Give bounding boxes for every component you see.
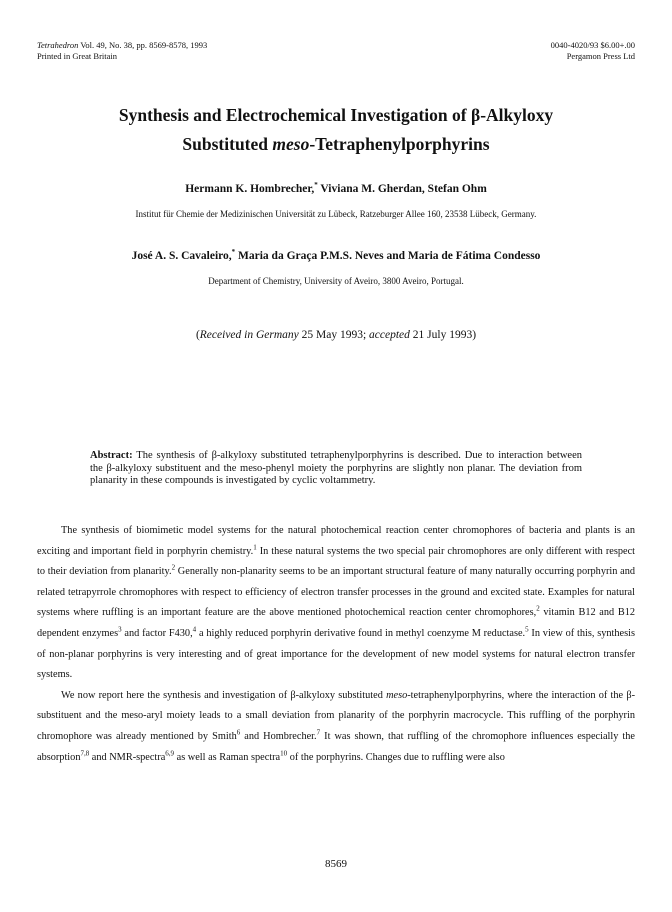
p2-text: and NMR-spectra <box>89 751 166 763</box>
abstract-label: Abstract: <box>90 450 133 461</box>
ref-4: 4 <box>192 625 197 634</box>
issn-code: 0040-4020/93 $6.00+.00 <box>550 40 635 50</box>
affiliation-1: Institut für Chemie der Medizinischen Universität zu Lübeck, Ratzeburger Allee 160, 23538 Lübeck, Germany. <box>135 209 537 219</box>
p2-text: We now report here the synthesis and investigation of β-alkyloxy substituted <box>61 689 387 701</box>
paragraph-2 <box>37 686 635 768</box>
ref-1: 1 <box>253 543 257 552</box>
journal-citation <box>37 40 207 51</box>
title-line-2-end: -Tetraphenylporphyrins <box>309 134 490 154</box>
corresponding-mark: * <box>314 181 318 190</box>
coauthors-1: Viviana M. Gherdan, Stefan Ohm <box>317 183 487 195</box>
p2-italic-meso: meso <box>386 689 408 701</box>
abstract <box>90 450 582 488</box>
p2-text: -tetraphenylporphyrins, where the interaction of the β-substituent and the meso-aryl moiety leads to a small deviation from planarity of the porphyrin macrocycle. This ruffling of the porphyrin chromophore was already mentioned by Smith <box>37 689 636 742</box>
p1-text: and factor F430, <box>121 627 193 639</box>
p1-text: Generally non-planarity seems to be an important structural feature of many naturally occurring porphyrin and related tetrapyrrole chromophores with respect to efficiency of electron transfer processes in the ground and excited state. Examples for natural systems where ruffling is an important feature are the above mentioned photochemical reaction center chromophores, <box>37 566 635 619</box>
p1-text: In these natural systems the two special pair chromophores are only different with respect to their deviation from planarity. <box>37 545 635 578</box>
title-italic-meso: meso <box>272 134 310 154</box>
page-number: 8569 <box>325 858 347 870</box>
coauthors-2: Maria da Graça P.M.S. Neves and Maria de Fátima Condesso <box>235 250 541 262</box>
p2-text: and Hombrecher. <box>240 730 317 742</box>
accepted-label: accepted <box>369 329 410 341</box>
ref-6: 6 <box>236 728 241 737</box>
accepted-date: 21 July 1993) <box>409 329 477 341</box>
p2-text: It was shown, that ruffling of the chromophore influences especially the absorption <box>37 730 635 763</box>
publisher-header <box>551 40 635 62</box>
p2-text: of the porphyrins. Changes due to ruffling were also <box>287 751 505 763</box>
p1-text: a highly reduced porphyrin derivative found in methyl coenzyme M reductase. <box>196 627 526 639</box>
ref-5: 5 <box>525 625 529 634</box>
body-text <box>37 521 635 768</box>
received-dates <box>40 329 632 341</box>
authors-group-1 <box>40 183 632 195</box>
ref-2: 2 <box>171 563 176 572</box>
publisher-name: Pergamon Press Ltd <box>566 51 635 61</box>
received-label: Received in Germany <box>199 329 299 341</box>
p1-text: In view of this, synthesis of non-planar porphyrins is very interesting and of great importance for the development of new model systems for natural electron transfer systems. <box>37 627 635 681</box>
journal-name: Tetrahedron <box>37 40 79 50</box>
received-date: 25 May 1993; <box>298 329 370 341</box>
ref-2: 2 <box>536 604 540 613</box>
title-line-2-start: Substituted <box>182 134 273 154</box>
author-hombrecher: Hermann K. Hombrecher, <box>185 183 315 195</box>
title-line-1: Synthesis and Electrochemical Investigation of β-Alkyloxy <box>118 105 554 125</box>
paren-open: ( <box>195 329 200 341</box>
ref-3: 3 <box>118 625 122 634</box>
affiliation-2: Department of Chemistry, University of Aveiro, 3800 Aveiro, Portugal. <box>208 276 464 286</box>
author-cavaleiro: José A. S. Cavaleiro, <box>131 250 232 262</box>
ref-10: 10 <box>280 749 288 758</box>
abstract-text: The synthesis of β-alkyloxy substituted tetraphenylporphyrins is described. Due to interaction between the β-alkyloxy substituent and the meso-phenyl moiety the porphyrins are slightly non planar. The deviation from planarity in these compounds is investigated by cyclic voltammetry. <box>90 450 582 486</box>
title-line-2 <box>60 130 612 159</box>
paper-title <box>60 101 612 159</box>
printed-note: Printed in Great Britain <box>37 51 118 61</box>
ref-7: 7 <box>316 728 321 737</box>
ref-6-9: 6,9 <box>165 749 175 758</box>
journal-volume: Vol. 49, No. 38, pp. 8569-8578, 1993 <box>80 40 208 50</box>
authors-group-2 <box>40 250 632 262</box>
paragraph-1 <box>37 521 635 686</box>
p1-text: The synthesis of biomimetic model systems for the natural photochemical reaction center chromophores of bacteria and plants is an exciting and important field in porphyrin chemistry. <box>37 525 635 557</box>
p2-text: as well as Raman spectra <box>174 751 281 763</box>
journal-header <box>37 40 207 62</box>
p1-text: vitamin B12 and B12 dependent enzymes <box>37 607 636 639</box>
corresponding-mark: * <box>231 248 236 257</box>
ref-7-8: 7,8 <box>80 749 90 758</box>
